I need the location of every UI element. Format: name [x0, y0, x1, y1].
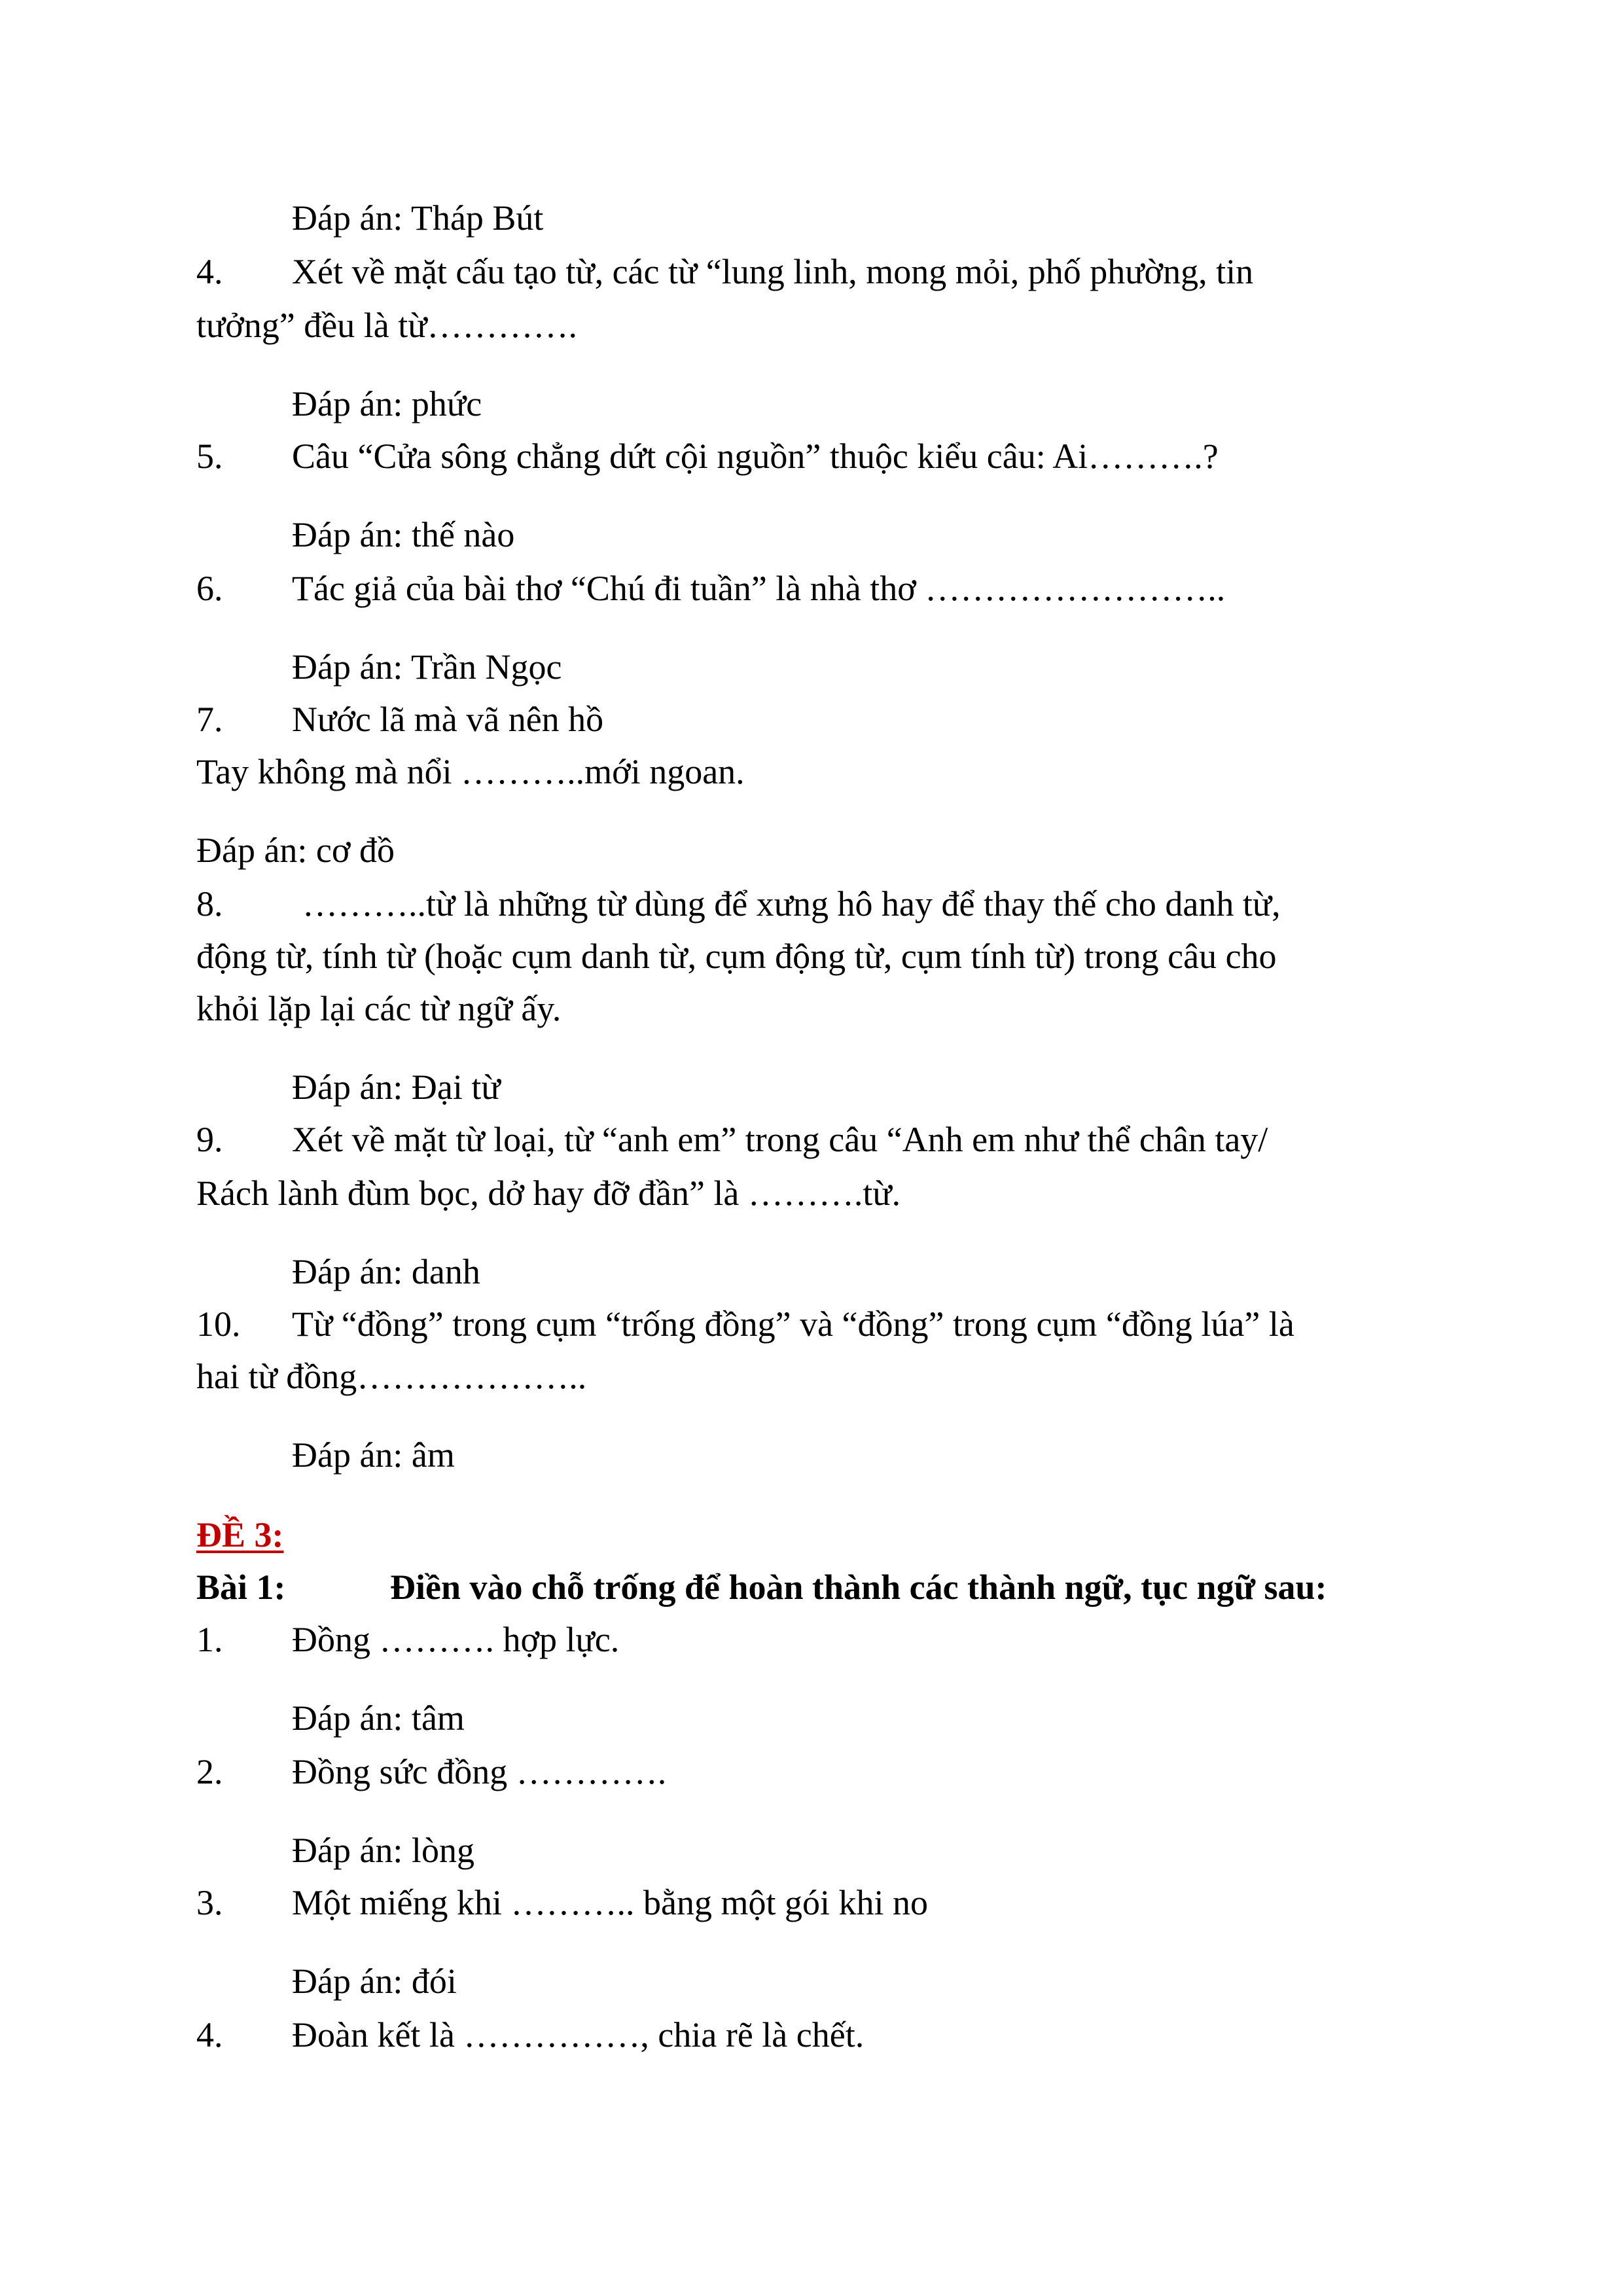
- question-number-10: 10.: [196, 1304, 241, 1344]
- question-9-line-1: Xét về mặt từ loại, từ “anh em” trong câu “Anh em như thể chân tay/: [292, 1120, 1268, 1159]
- item-4-text: Đoàn kết là ……………, chia rẽ là chết.: [292, 2015, 865, 2054]
- item-3-text: Một miếng khi ……….. bằng một gói khi no: [292, 1883, 928, 1922]
- question-6-text: Tác giả của bài thơ “Chú đi tuần” là nhà thơ ……………………..: [292, 569, 1226, 608]
- item-number-4: 4.: [196, 2015, 223, 2054]
- question-7-line-1: Nước lã mà vã nên hồ: [292, 700, 604, 739]
- answer-q6: Đáp án: Trần Ngọc: [292, 647, 562, 687]
- question-number-5: 5.: [196, 437, 223, 476]
- answer-q7: Đáp án: cơ đồ: [196, 831, 395, 870]
- question-8-line-2: động từ, tính từ (hoặc cụm danh từ, cụm động từ, cụm tính từ) trong câu cho: [196, 937, 1277, 976]
- answer-q10: Đáp án: âm: [292, 1435, 455, 1475]
- exercise-label: Bài 1:: [196, 1568, 286, 1607]
- answer-q3: Đáp án: Tháp Bút: [292, 198, 544, 238]
- item-number-2: 2.: [196, 1752, 223, 1791]
- question-4-line-1: Xét về mặt cấu tạo từ, các từ “lung linh, mong mỏi, phố phường, tin: [292, 252, 1254, 291]
- answer-q8: Đáp án: Đại từ: [292, 1067, 501, 1107]
- question-number-9: 9.: [196, 1120, 223, 1159]
- item-number-1: 1.: [196, 1620, 223, 1659]
- question-10-line-2: hai từ đồng………………..: [196, 1357, 587, 1396]
- question-10-line-1: Từ “đồng” trong cụm “trống đồng” và “đồng” trong cụm “đồng lúa” là: [292, 1304, 1294, 1344]
- item-number-3: 3.: [196, 1883, 223, 1922]
- question-number-8: 8.: [196, 884, 223, 924]
- question-number-4: 4.: [196, 252, 223, 291]
- section-title: ĐỀ 3:: [196, 1515, 284, 1554]
- question-7-line-2: Tay không mà nổi ………..mới ngoan.: [196, 752, 745, 791]
- answer-q4: Đáp án: phức: [292, 384, 482, 423]
- question-5-text: Câu “Cửa sông chẳng dứt cội nguồn” thuộc kiểu câu: Ai……….?: [292, 437, 1219, 476]
- question-8-line-1: ………..từ là những từ dùng để xưng hô hay để thay thế cho danh từ,: [302, 884, 1281, 924]
- answer-q5: Đáp án: thế nào: [292, 515, 515, 554]
- question-4-line-2: tưởng” đều là từ………….: [196, 306, 578, 345]
- question-9-line-2: Rách lành đùm bọc, dở hay đỡ đần” là ……….từ.: [196, 1174, 901, 1213]
- item-1-answer: Đáp án: tâm: [292, 1698, 465, 1738]
- exercise-instruction: Điền vào chỗ trống để hoàn thành các thành ngữ, tục ngữ sau:: [390, 1568, 1327, 1607]
- item-2-text: Đồng sức đồng ………….: [292, 1752, 667, 1791]
- question-number-7: 7.: [196, 700, 223, 739]
- question-8-line-3: khỏi lặp lại các từ ngữ ấy.: [196, 989, 562, 1028]
- answer-q9: Đáp án: danh: [292, 1252, 480, 1291]
- item-2-answer: Đáp án: lòng: [292, 1831, 474, 1870]
- question-number-6: 6.: [196, 569, 223, 608]
- item-1-text: Đồng ………. hợp lực.: [292, 1620, 620, 1659]
- item-3-answer: Đáp án: đói: [292, 1962, 457, 2001]
